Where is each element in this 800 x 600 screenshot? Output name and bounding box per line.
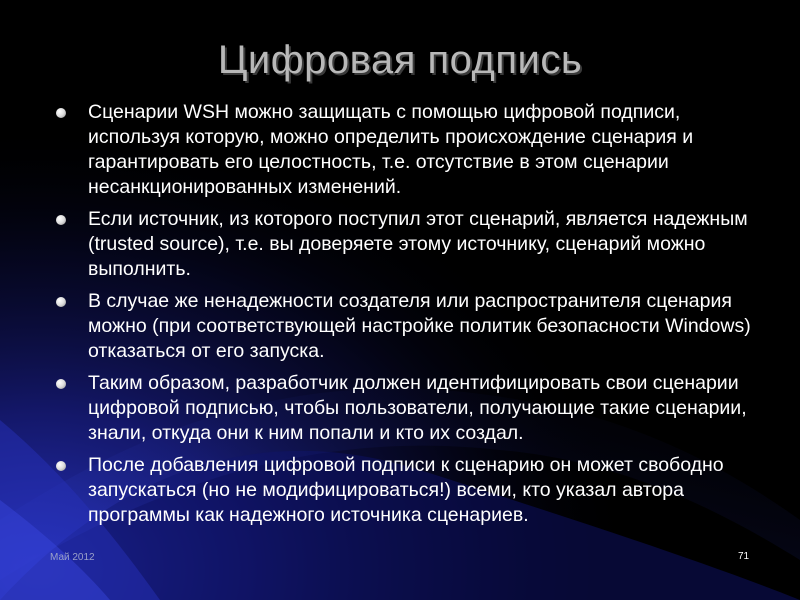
bullet-item (52, 207, 764, 282)
slide-title: Цифровая подпись (217, 38, 583, 82)
bullet-dot-icon (56, 379, 66, 389)
bullet-dot-icon (56, 215, 66, 225)
bullet-text: Сценарии WSH можно защищать с помощью цифровой подписи, используя которую, можно определить происхождение сценария и гарантировать его целостность, т.е. отсутствие в этом сценарии несанкционированных изменений. (88, 101, 694, 198)
bullet-item (52, 453, 764, 528)
page-number: 71 (738, 551, 750, 562)
bullet-text: В случае же ненадежности создателя или распространителя сценария можно (при соответствующей настройке политик безопасности Windows) отказаться от его запуска. (88, 290, 751, 362)
bullet-text: После добавления цифровой подписи к сценарию он может свободно запускаться (но не модифицироваться!) всеми, кто указал автора программы как надежного источника сценариев. (88, 454, 724, 526)
bullet-item (52, 289, 764, 364)
bullet-item (52, 371, 764, 446)
bullet-dot-icon (56, 108, 66, 118)
bullet-dot-icon (56, 297, 66, 307)
bullet-text: Таким образом, разработчик должен идентифицировать свои сценарии цифровой подписью, чтобы пользователи, получающие такие сценарии, знали, откуда они к ним попали и кто их создал. (88, 372, 747, 444)
bullet-item (52, 100, 764, 200)
footer-date: Май 2012 (50, 552, 95, 563)
bullet-dot-icon (56, 461, 66, 471)
bullet-text: Если источник, из которого поступил этот сценарий, является надежным (trusted source), т.е. вы доверяете этому источнику, сценарий можно выполнить. (88, 208, 748, 280)
bullet-list (52, 100, 764, 535)
